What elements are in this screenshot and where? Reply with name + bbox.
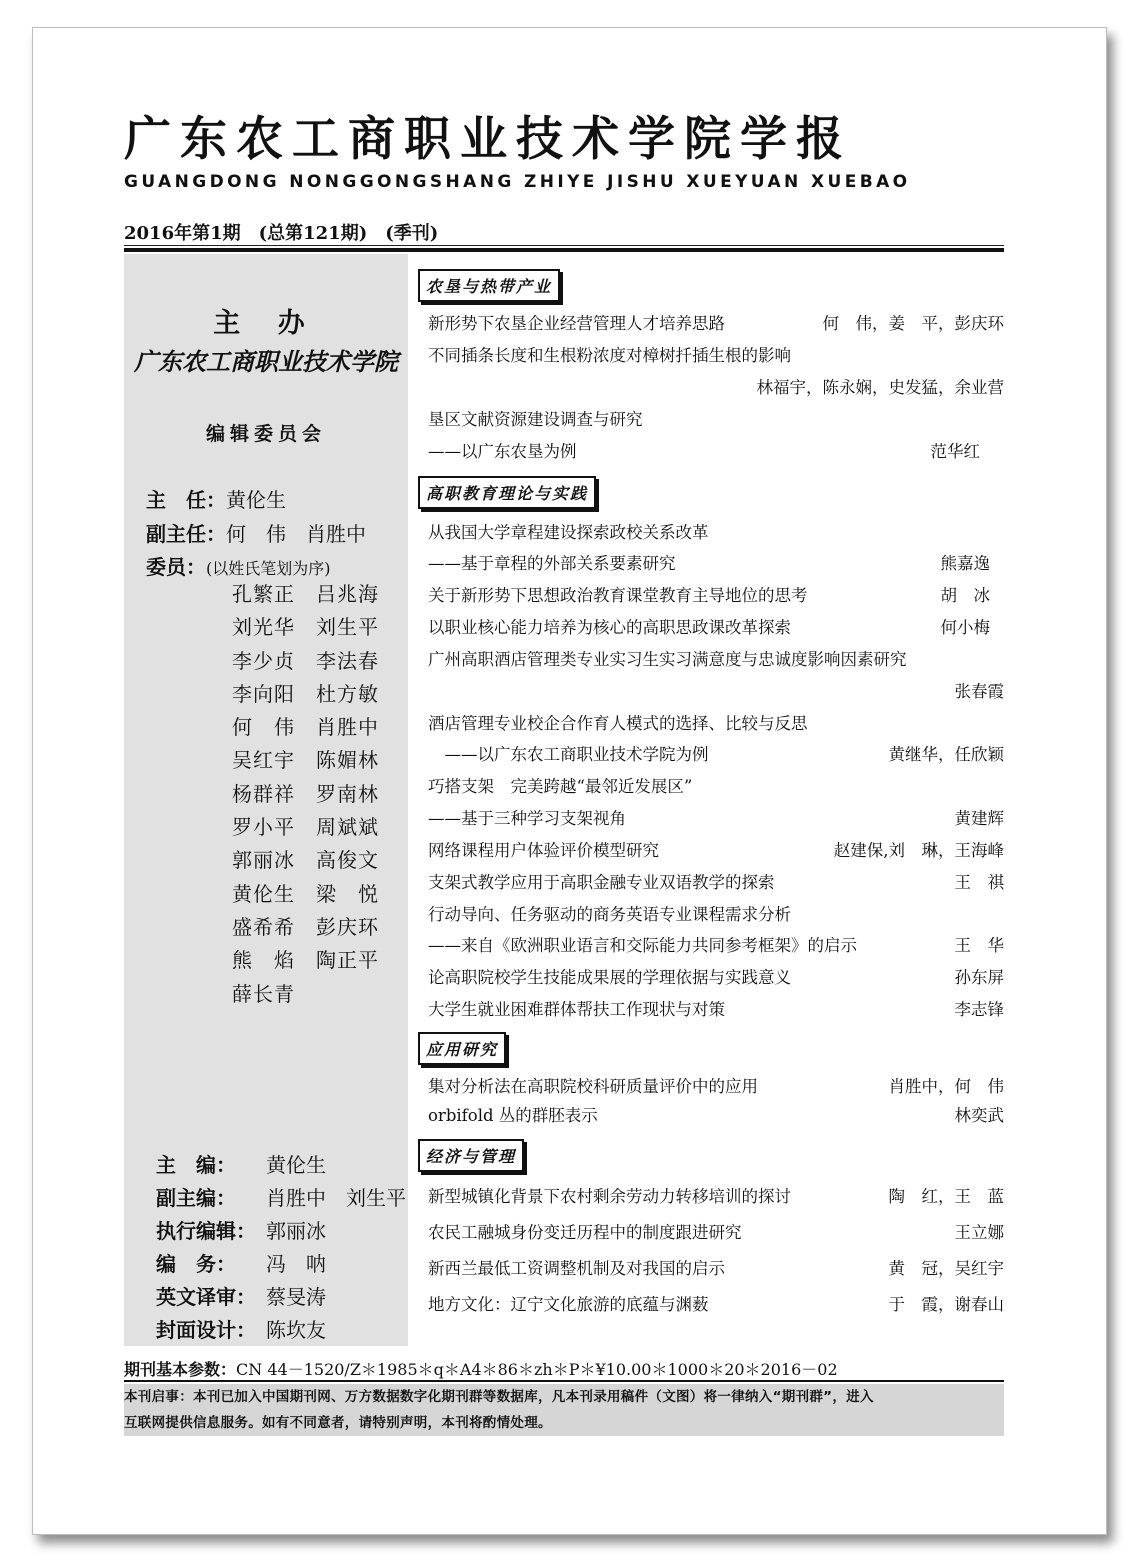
journal-subtitle: GUANGDONG NONGGONGSHANG ZHIYE JISHU XUEYUAN XUEBAO bbox=[124, 172, 911, 192]
toc-entry[interactable] bbox=[428, 345, 1004, 367]
director-label: 主 任： bbox=[146, 488, 226, 512]
entry-title: 集对分析法在高职院校科研质量评价中的应用 bbox=[428, 1077, 758, 1096]
footer-rule bbox=[124, 1380, 1004, 1382]
entry-title: ——基于三种学习支架视角 bbox=[428, 809, 626, 828]
toc-entry[interactable] bbox=[428, 617, 1004, 639]
member-row: 李向阳 杜方敏 bbox=[232, 681, 379, 706]
toc-entry[interactable] bbox=[428, 713, 1004, 735]
toc-entry[interactable] bbox=[428, 1258, 1004, 1280]
entry-title: 酒店管理专业校企合作育人模式的选择、比较与反思 bbox=[428, 714, 808, 733]
entry-title: 地方文化：辽宁文化旅游的底蕴与渊薮 bbox=[428, 1295, 709, 1314]
section-heading: 应用研究 bbox=[418, 1032, 506, 1065]
toc-entry[interactable] bbox=[428, 585, 1004, 607]
entry-authors: 熊嘉逸 bbox=[940, 554, 990, 573]
deputy-names: 何 伟 肖胜中 bbox=[226, 522, 366, 546]
entry-authors: 王立娜 bbox=[954, 1223, 1004, 1242]
entry-authors: 林福宇，陈永娴，史发猛，余业营 bbox=[756, 378, 1004, 397]
issue-info: 2016年第1期 (总第121期) (季刊) bbox=[124, 223, 439, 244]
member-row: 熊 焰 陶正平 bbox=[232, 948, 379, 973]
entry-title: ——以广东农工商职业技术学院为例 bbox=[428, 745, 709, 764]
entry-title: orbifold 丛的群胚表示 bbox=[428, 1106, 598, 1125]
member-row: 何 伟 肖胜中 bbox=[232, 715, 379, 740]
members-line bbox=[146, 551, 331, 580]
entry-title: 垦区文献资源建设调查与研究 bbox=[428, 410, 643, 429]
toc-entry[interactable] bbox=[428, 522, 1004, 544]
toc-entry[interactable] bbox=[428, 840, 1004, 862]
entry-title: ——基于章程的外部关系要素研究 bbox=[428, 554, 676, 573]
toc-entry[interactable] bbox=[428, 1294, 1004, 1316]
section-heading: 经济与管理 bbox=[418, 1139, 524, 1172]
entry-title: 以职业核心能力培养为核心的高职思政课改革探索 bbox=[428, 618, 791, 637]
staff-editorial-affairs: 编 务： 冯 呐 bbox=[156, 1252, 326, 1276]
toc-entry[interactable] bbox=[428, 1186, 1004, 1208]
toc-entry[interactable] bbox=[428, 553, 1004, 575]
organizer-heading: 主 办 bbox=[213, 308, 319, 339]
params-label: 期刊基本参数： bbox=[124, 1360, 237, 1379]
toc-entry[interactable] bbox=[428, 649, 1004, 671]
entry-title: 从我国大学章程建设探索政校关系改革 bbox=[428, 523, 709, 542]
entry-authors: 李志锋 bbox=[954, 1000, 1004, 1019]
board-heading: 编辑委员会 bbox=[205, 423, 326, 445]
entry-title: 关于新形势下思想政治教育课堂教育主导地位的思考 bbox=[428, 586, 808, 605]
params-value: CN 44－1520/Z＊1985＊q＊A4＊86＊zh＊P＊¥10.00＊1000＊20＊2016－02 bbox=[236, 1360, 838, 1379]
entry-authors: 肖胜中，何 伟 bbox=[888, 1077, 1004, 1096]
entry-title: 不同插条长度和生根粉浓度对樟树扦插生根的影响 bbox=[428, 346, 791, 365]
entry-authors: 张春霞 bbox=[954, 682, 1004, 701]
staff-deputy-editor: 副主编： 肖胜中 刘生平 bbox=[156, 1186, 406, 1210]
member-row: 孔繁正 吕兆海 bbox=[232, 582, 379, 606]
member-row: 薛长青 bbox=[232, 981, 295, 1006]
toc-entry[interactable] bbox=[428, 441, 1004, 463]
toc-entry[interactable] bbox=[428, 744, 1004, 766]
section-heading: 农垦与热带产业 bbox=[418, 269, 560, 302]
entry-title: 大学生就业困难群体帮扶工作现状与对策 bbox=[428, 1000, 725, 1019]
staff-english-reviewer: 英文译审： 蔡旻涛 bbox=[156, 1285, 326, 1309]
entry-title: ——来自《欧洲职业语言和交际能力共同参考框架》的启示 bbox=[428, 936, 857, 955]
member-row: 刘光华 刘生平 bbox=[232, 615, 379, 640]
notice-line-1: 本刊启事：本刊已加入中国期刊网、万方数据数字化期刊群等数据库，凡本刊录用稿件（文图）将一律纳入“期刊群”，进入 bbox=[124, 1389, 874, 1405]
entry-title: 新型城镇化背景下农村剩余劳动力转移培训的探讨 bbox=[428, 1187, 791, 1206]
entry-authors: 王 华 bbox=[954, 936, 1004, 955]
toc-entry[interactable] bbox=[428, 313, 1004, 335]
director-name: 黄伦生 bbox=[226, 488, 286, 512]
journal-parameters bbox=[124, 1357, 838, 1380]
member-row: 黄伦生 梁 悦 bbox=[232, 881, 379, 906]
entry-authors: 赵建保,刘 琳，王海峰 bbox=[833, 841, 1004, 860]
toc-entry[interactable] bbox=[428, 1222, 1004, 1244]
toc-entry[interactable] bbox=[428, 999, 1004, 1021]
entry-authors: 胡 冰 bbox=[940, 586, 990, 605]
organizer-name: 广东农工商职业技术学院 bbox=[134, 347, 398, 376]
entry-title: 广州高职酒店管理类专业实习生实习满意度与忠诚度影响因素研究 bbox=[428, 650, 907, 669]
journal-notice bbox=[124, 1384, 1004, 1436]
notice-line-2: 互联网提供信息服务。如有不同意者，请特别声明，本刊将酌情处理。 bbox=[124, 1415, 552, 1431]
entry-authors: 孙东屏 bbox=[954, 968, 1004, 987]
header-rule-thick bbox=[124, 248, 1004, 252]
entry-authors: 范华红 bbox=[930, 442, 980, 461]
table-of-contents bbox=[428, 254, 1008, 1346]
entry-title: ——以广东农垦为例 bbox=[428, 442, 577, 461]
director-line bbox=[146, 484, 286, 513]
toc-entry[interactable] bbox=[428, 967, 1004, 989]
entry-title: 巧搭支架 完美跨越“最邻近发展区” bbox=[428, 777, 693, 796]
member-list bbox=[232, 578, 379, 1011]
staff-cover-designer: 封面设计： 陈坎友 bbox=[156, 1318, 326, 1342]
deputy-label: 副主任： bbox=[146, 522, 226, 546]
entry-authors: 何 伟，姜 平，彭庆环 bbox=[822, 314, 1004, 333]
journal-title: 广东农工商职业技术学院学报 bbox=[124, 112, 852, 167]
members-note: (以姓氏笔划为序) bbox=[206, 559, 331, 578]
toc-entry[interactable] bbox=[428, 409, 1004, 431]
editorial-sidebar bbox=[124, 254, 408, 1346]
members-label: 委员： bbox=[146, 555, 206, 579]
entry-title: 网络课程用户体验评价模型研究 bbox=[428, 841, 659, 860]
entry-title: 支架式教学应用于高职金融专业双语教学的探索 bbox=[428, 873, 775, 892]
toc-entry[interactable] bbox=[428, 935, 1004, 957]
entry-title: 新西兰最低工资调整机制及对我国的启示 bbox=[428, 1259, 725, 1278]
entry-authors: 黄继华，任欣颖 bbox=[888, 745, 1004, 764]
entry-authors: 王 祺 bbox=[954, 873, 1004, 892]
member-row: 罗小平 周斌斌 bbox=[232, 815, 379, 840]
member-row: 吴红宇 陈媚林 bbox=[232, 748, 379, 773]
member-row: 李少贞 李法春 bbox=[232, 648, 379, 673]
member-row: 郭丽冰 高俊文 bbox=[232, 848, 379, 873]
entry-authors: 黄 冠，吴红宇 bbox=[888, 1259, 1004, 1278]
entry-authors: 林奕武 bbox=[954, 1106, 1004, 1125]
header-rule-thin bbox=[124, 245, 1004, 246]
entry-authors: 黄建辉 bbox=[954, 809, 1004, 828]
member-row: 盛希希 彭庆环 bbox=[232, 914, 379, 939]
entry-authors: 何小梅 bbox=[940, 618, 990, 637]
toc-entry[interactable] bbox=[428, 1076, 1004, 1098]
entry-authors: 陶 红，王 蓝 bbox=[888, 1187, 1004, 1206]
section-heading: 高职教育理论与实践 bbox=[418, 476, 596, 509]
staff-executive-editor: 执行编辑： 郭丽冰 bbox=[156, 1219, 326, 1243]
toc-entry[interactable] bbox=[428, 808, 1004, 830]
toc-entry[interactable] bbox=[428, 904, 1004, 926]
toc-entry[interactable] bbox=[428, 776, 1004, 798]
toc-entry[interactable] bbox=[428, 1105, 1004, 1127]
entry-title: 农民工融城身份变迁历程中的制度跟进研究 bbox=[428, 1223, 742, 1242]
member-row: 杨群祥 罗南林 bbox=[232, 781, 379, 806]
deputy-line bbox=[146, 518, 366, 547]
entry-authors: 于 霞，谢春山 bbox=[888, 1295, 1004, 1314]
entry-title: 行动导向、任务驱动的商务英语专业课程需求分析 bbox=[428, 905, 791, 924]
entry-title: 新形势下农垦企业经营管理人才培养思路 bbox=[428, 314, 725, 333]
staff-chief-editor: 主 编： 黄伦生 bbox=[156, 1153, 326, 1177]
entry-title: 论高职院校学生技能成果展的学理依据与实践意义 bbox=[428, 968, 791, 987]
toc-entry[interactable] bbox=[428, 872, 1004, 894]
